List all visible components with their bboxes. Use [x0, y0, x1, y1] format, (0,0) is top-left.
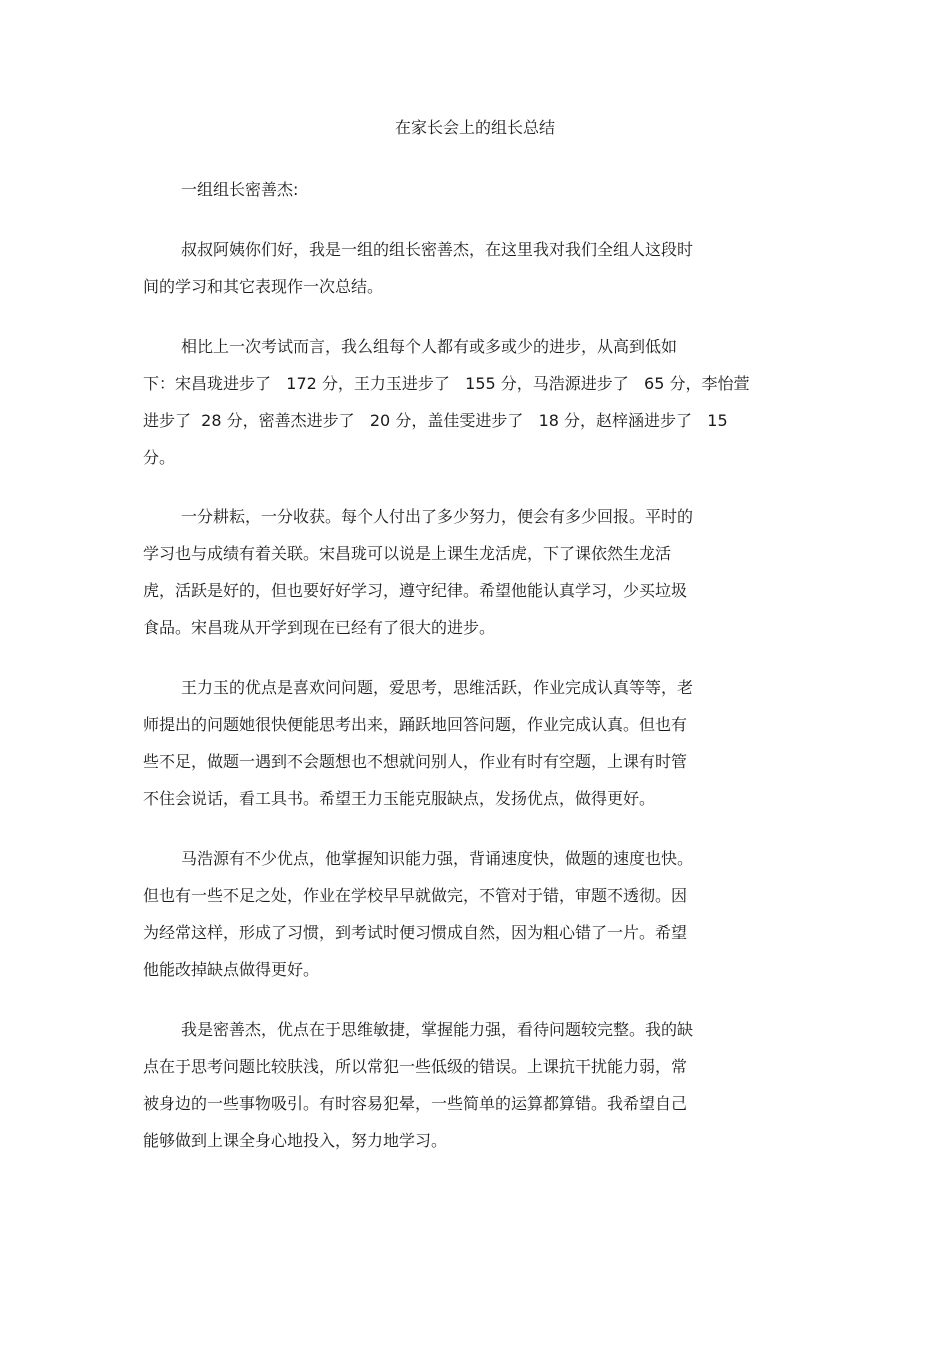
paragraph-line: 下：宋昌珑进步了 172 分，王力玉进步了 155 分，马浩源进步了 65 分，李怡萱	[143, 374, 750, 393]
paragraph-line: 相比上一次考试而言，我么组每个人都有或多或少的进步，从高到低如	[181, 337, 678, 356]
paragraph-line: 食品。宋昌珑从开学到现在已经有了很大的进步。	[143, 618, 496, 637]
paragraph-line: 一分耕耘，一分收获。每个人付出了多少努力，便会有多少回报。平时的	[181, 507, 694, 526]
paragraph-line: 进步了 28 分，密善杰进步了 20 分，盖佳雯进步了 18 分，赵梓涵进步了 15	[143, 411, 728, 430]
paragraph-line: 学习也与成绩有着关联。宋昌珑可以说是上课生龙活虎，下了课依然生龙活	[143, 544, 672, 563]
paragraph-line: 间的学习和其它表现作一次总结。	[143, 277, 384, 296]
paragraph-line: 他能改掉缺点做得更好。	[143, 960, 320, 979]
paragraph-line: 为经常这样，形成了习惯，到考试时便习惯成自然，因为粗心错了一片。希望	[143, 923, 688, 942]
paragraph-line: 些不足，做题一遇到不会题想也不想就问别人，作业有时有空题，上课有时管	[143, 752, 688, 771]
paragraph-line: 但也有一些不足之处，作业在学校早早就做完，不管对于错，审题不透彻。因	[143, 886, 688, 905]
paragraph-line: 分。	[143, 448, 176, 467]
paragraph-line: 点在于思考问题比较肤浅，所以常犯一些低级的错误。上课抗干扰能力弱，常	[143, 1057, 688, 1076]
paragraph-line: 我是密善杰，优点在于思维敏捷，掌握能力强，看待问题较完整。我的缺	[181, 1020, 694, 1039]
paragraph-line: 叔叔阿姨你们好，我是一组的组长密善杰，在这里我对我们全组人这段时	[181, 240, 694, 259]
paragraph-line: 不住会说话，看工具书。希望王力玉能克服缺点，发扬优点，做得更好。	[143, 789, 656, 808]
paragraph-line: 虎，活跃是好的，但也要好好学习，遵守纪律。希望他能认真学习，少买垃圾	[143, 581, 688, 600]
paragraph-line: 马浩源有不少优点，他掌握知识能力强，背诵速度快，做题的速度也快。	[181, 849, 694, 868]
paragraph-line: 王力玉的优点是喜欢问问题，爱思考，思维活跃，作业完成认真等等，老	[181, 678, 694, 697]
paragraph-line: 被身边的一些事物吸引。有时容易犯晕，一些简单的运算都算错。我希望自己	[143, 1094, 688, 1113]
paragraph-line: 师提出的问题她很快便能思考出来，踊跃地回答问题，作业完成认真。但也有	[143, 715, 688, 734]
document-title: 在家长会上的组长总结	[394, 118, 555, 137]
paragraph-line: 能够做到上课全身心地投入，努力地学习。	[143, 1131, 448, 1150]
greeting-header: 一组组长密善杰:	[181, 180, 299, 199]
